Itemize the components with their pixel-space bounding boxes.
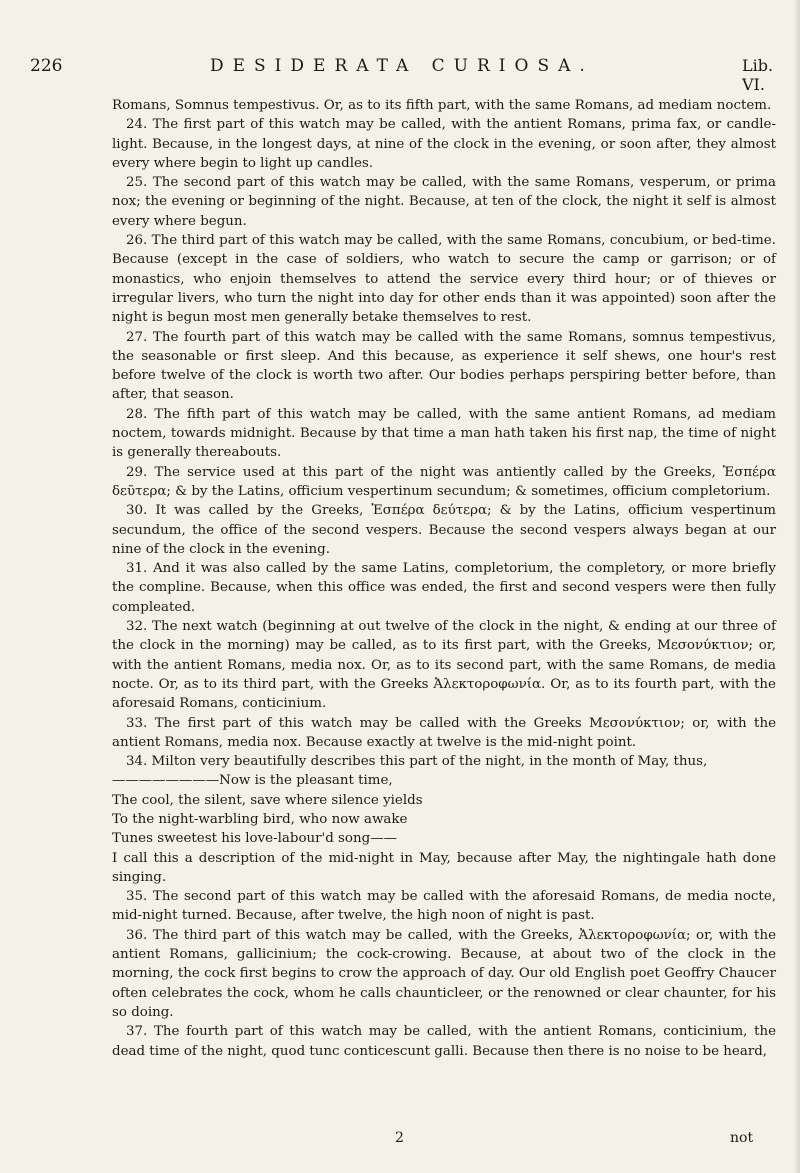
paragraph-34: 34. Milton very beautifully describes this part of the night, in the month of May, thus, — [126, 754, 708, 770]
poem-commentary: I call this a description of the mid-night in May, because after May, the nightingale hath done singing. — [112, 850, 776, 885]
catchword: not — [730, 1130, 754, 1146]
paragraph-31: 31. And it was also called by the same Latins, completorium, the completory, or more briefly the compline. Because, when this office was ended, the first and second vespers were then fully compleated. — [112, 561, 776, 615]
poem-line: Tunes sweetest his love-labour'd song—— — [112, 831, 397, 847]
paragraph-26: 26. The third part of this watch may be called, with the same Romans, concubium, or bed-time. Because (except in the case of soldiers, who watch to secure the camp or garrison; or of monastics, who enjoin themselves to attend the service every third hour; or of thieves or irregular livers, who turn the night into day for other ends than it was appointed) soon after the night is begun most men generally betake themselves to rest. — [112, 233, 776, 326]
paragraph-35: 35. The second part of this watch may be called with the aforesaid Romans, de media nocte, mid-night turned. Because, after twelve, the high noon of night is past. — [112, 889, 776, 924]
poem-line: To the night-warbling bird, who now awake — [112, 811, 408, 827]
book-number: Lib. VI. — [742, 56, 774, 94]
poem-line: The cool, the silent, save where silence yields — [112, 792, 423, 808]
paragraph-29: 29. The service used at this part of the night was antiently called by the Greeks, Ἑσπέρα δεῦτερα; & by the Latins, officium vespertinum secundum; & sometimes, officium completorium. — [112, 464, 776, 499]
paragraph-24: 24. The first part of this watch may be called, with the antient Romans, prima fax, or candle-light. Because, in the longest days, at nine of the clock in the evening, or soon after, they almost every where begin to light up candles. — [112, 117, 776, 171]
milton-quotation — [112, 771, 776, 848]
page-number: 226 — [30, 56, 63, 76]
paragraph-36: 36. The third part of this watch may be called, with the Greeks, Ἀλεκτοροφωνία; or, with the antient Romans, gallicinium; the cock-crowing. Because, at about two of the clock in the morning, the cock first begins to crow the approach of day. Our old English poet Geoffry Chaucer often celebrates the cock, whom he calls chaunticleer, or the renowned or clear chaunter, for his so doing. — [112, 927, 776, 1020]
paragraph-27: 27. The fourth part of this watch may be called with the same Romans, somnus tempestivus, the seasonable or first sleep. And this because, as experience it self shews, one hour's rest before twelve of the clock is worth two after. Our bodies perhaps perspiring better before, than after, that season. — [112, 329, 776, 403]
body-text — [112, 96, 776, 1061]
paragraph-33: 33. The first part of this watch may be called with the Greeks Μεσονύκτιον; or, with the antient Romans, media nox. Because exactly at twelve is the mid-night point. — [112, 715, 776, 750]
paragraph-25: 25. The second part of this watch may be called, with the same Romans, vesperum, or prima nox; the evening or beginning of the night. Because, at ten of the clock, the night it self is almost every where begun. — [112, 175, 776, 229]
paragraph-28: 28. The fifth part of this watch may be called, with the same antient Romans, ad mediam noctem, towards midnight. Because by that time a man hath taken his first nap, the time of night is generally thereabouts. — [112, 406, 776, 461]
signature-mark: 2 — [395, 1130, 404, 1146]
page-edge-shadow — [794, 0, 800, 1173]
page-header — [0, 56, 800, 94]
running-title: DESIDERATA CURIOSA. — [210, 56, 594, 76]
poem-line: ————————Now is the pleasant time, — [112, 773, 393, 789]
paragraph-37: 37. The fourth part of this watch may be called, with the antient Romans, conticinium, the dead time of the night, quod tunc conticescunt galli. Because then there is no noise to be heard, — [112, 1024, 776, 1059]
paragraph-30: 30. It was called by the Greeks, Ἑσπέρα δεύτερα; & by the Latins, officium vespertinum secundum, the office of the second vespers. Because the second vespers always began at our nine of the clock in the evening. — [112, 503, 776, 557]
paragraph-32: 32. The next watch (beginning at out twelve of the clock in the night, & ending at our three of the clock in the morning) may be called, as to its first part, with the Greeks, Μεσονύκτιον; or, with the antient Romans, media nox. Or, as to its second part, with the same Romans, de media nocte. Or, as to its third part, with the Greeks Ἀλεκτοροφωνία. Or, as to its fourth part, with the aforesaid Romans, conticinium. — [112, 619, 776, 712]
paragraph-continued: Romans, Somnus tempestivus. Or, as to its fifth part, with the same Romans, ad mediam noctem. — [112, 98, 772, 113]
